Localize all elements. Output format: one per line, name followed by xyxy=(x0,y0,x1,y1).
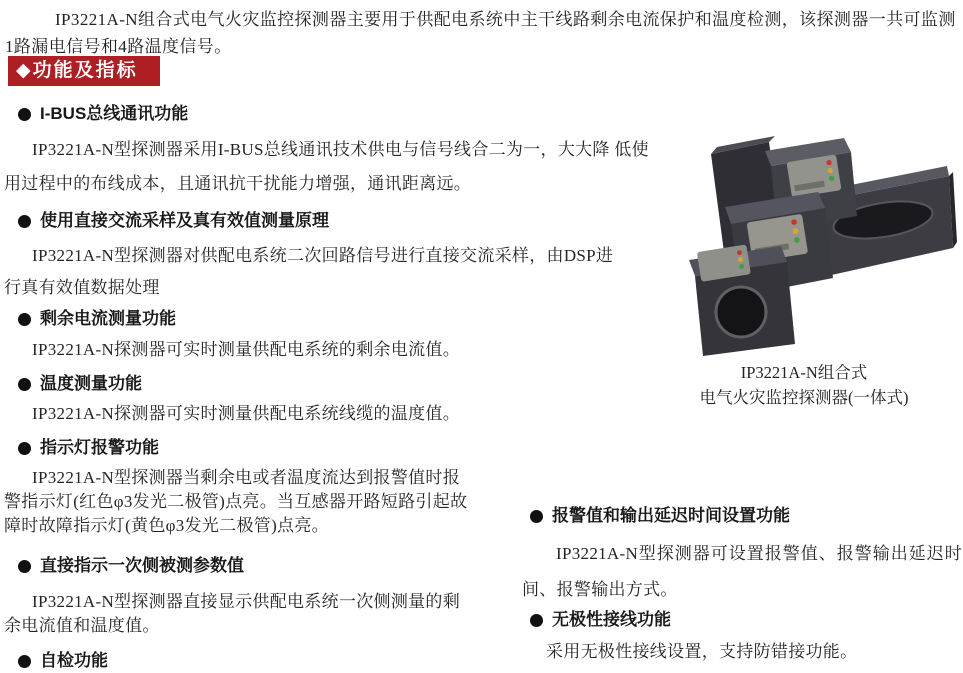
bullet-icon xyxy=(530,614,543,627)
feature-body: IP3221A-N型探测器对供配电系统二次回路信号进行直接交流采样，由DSP进行真有效值数据处理 xyxy=(4,246,614,297)
feature-body: IP3221A-N型探测器当剩余电或者温度流达到报警值时报警指示灯(红色φ3发光二极管)点亮。当互感器开路短路引起故障时故障指示灯(黄色φ3发光二极管)点亮。 xyxy=(4,468,468,535)
feature-title: 温度测量功能 xyxy=(0,374,142,394)
product-caption-line1: IP3221A-N组合式 xyxy=(740,363,868,382)
bullet-icon xyxy=(18,313,31,326)
bullet-icon xyxy=(18,108,31,121)
feature-title: 自检功能 xyxy=(0,651,108,671)
feature-item xyxy=(0,211,329,231)
feature-title: 剩余电流测量功能 xyxy=(0,309,176,329)
feature-item xyxy=(0,651,108,671)
feature-body: IP3221A-N型探测器可设置报警值、报警输出延迟时间、报警输出方式。 xyxy=(522,544,962,599)
feature-item xyxy=(522,610,671,630)
product-photo xyxy=(655,124,957,358)
intro-paragraph: IP3221A-N组合式电气火灾监控探测器主要用于供配电系统中主干线路剩余电流保护和温度检测，该探测器一共可监测1路漏电信号和4路温度信号。 xyxy=(5,10,956,56)
section-header: ◆功能及指标 xyxy=(8,56,160,86)
feature-title: 使用直接交流采样及真有效值测量原理 xyxy=(0,211,329,231)
feature-title: 报警值和输出延迟时间设置功能 xyxy=(522,506,790,526)
feature-item xyxy=(0,556,244,576)
feature-body: IP3221A-N型探测器直接显示供配电系统一次侧测量的剩余电流值和温度值。 xyxy=(4,592,461,635)
bullet-icon xyxy=(18,442,31,455)
bullet-icon xyxy=(18,655,31,668)
product-caption xyxy=(648,360,960,410)
bullet-icon xyxy=(18,378,31,391)
feature-title: 无极性接线功能 xyxy=(522,610,671,630)
bullet-icon xyxy=(18,560,31,573)
feature-item xyxy=(0,309,176,329)
feature-title: I-BUS总线通讯功能 xyxy=(0,104,188,124)
bullet-icon xyxy=(530,510,543,523)
feature-item xyxy=(0,374,142,394)
feature-body: IP3221A-N探测器可实时测量供配电系统的剩余电流值。 xyxy=(32,340,461,359)
feature-title: 指示灯报警功能 xyxy=(0,438,159,458)
feature-body: 采用无极性接线设置，支持防错接功能。 xyxy=(546,642,858,661)
product-caption-line2: 电气火灾监控探测器(一体式) xyxy=(699,388,909,407)
feature-body: IP3221A-N型探测器采用I-BUS总线通讯技术供电与信号线合二为一，大大降 低使用过程中的布线成本，且通讯抗干扰能力增强，通讯距离远。 xyxy=(4,140,649,193)
feature-item xyxy=(522,506,790,526)
bullet-icon xyxy=(18,215,31,228)
feature-item xyxy=(0,438,159,458)
feature-body: IP3221A-N探测器可实时测量供配电系统线缆的温度值。 xyxy=(32,404,461,423)
feature-title: 直接指示一次侧被测参数值 xyxy=(0,556,244,576)
detector-unit xyxy=(689,244,795,356)
feature-item xyxy=(0,104,188,124)
